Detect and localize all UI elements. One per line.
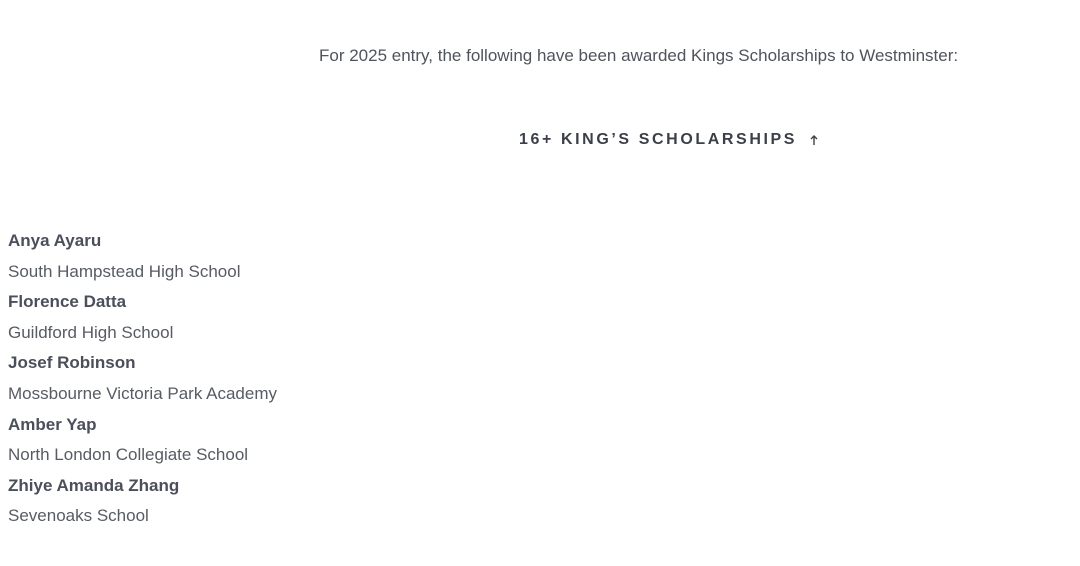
scholar-school: North London Collegiate School bbox=[8, 445, 249, 465]
scholar-school: Sevenoaks School bbox=[8, 506, 149, 526]
scholar-school: South Hampstead High School bbox=[8, 261, 241, 281]
scholar-school: Guildford High School bbox=[8, 322, 174, 342]
scholar-name: Florence Datta bbox=[8, 292, 127, 312]
list-item bbox=[8, 410, 277, 471]
scholar-school: Mossbourne Victoria Park Academy bbox=[8, 383, 277, 403]
scholar-name: Amber Yap bbox=[8, 414, 97, 434]
scholar-name: Josef Robinson bbox=[8, 353, 136, 373]
scholars-list bbox=[8, 226, 277, 532]
list-item bbox=[8, 348, 277, 409]
scholar-name: Zhiye Amanda Zhang bbox=[8, 475, 180, 495]
arrow-up-icon bbox=[809, 134, 819, 146]
accordion-title: 16+ KING’S SCHOLARSHIPS bbox=[519, 131, 798, 148]
list-item bbox=[8, 287, 277, 348]
list-item bbox=[8, 226, 277, 287]
list-item bbox=[8, 471, 277, 532]
scholarships-accordion-toggle[interactable] bbox=[519, 128, 819, 152]
scholar-name: Anya Ayaru bbox=[8, 231, 102, 250]
intro-text: For 2025 entry, the following have been awarded Kings Scholarships to Westminster: bbox=[319, 46, 959, 65]
